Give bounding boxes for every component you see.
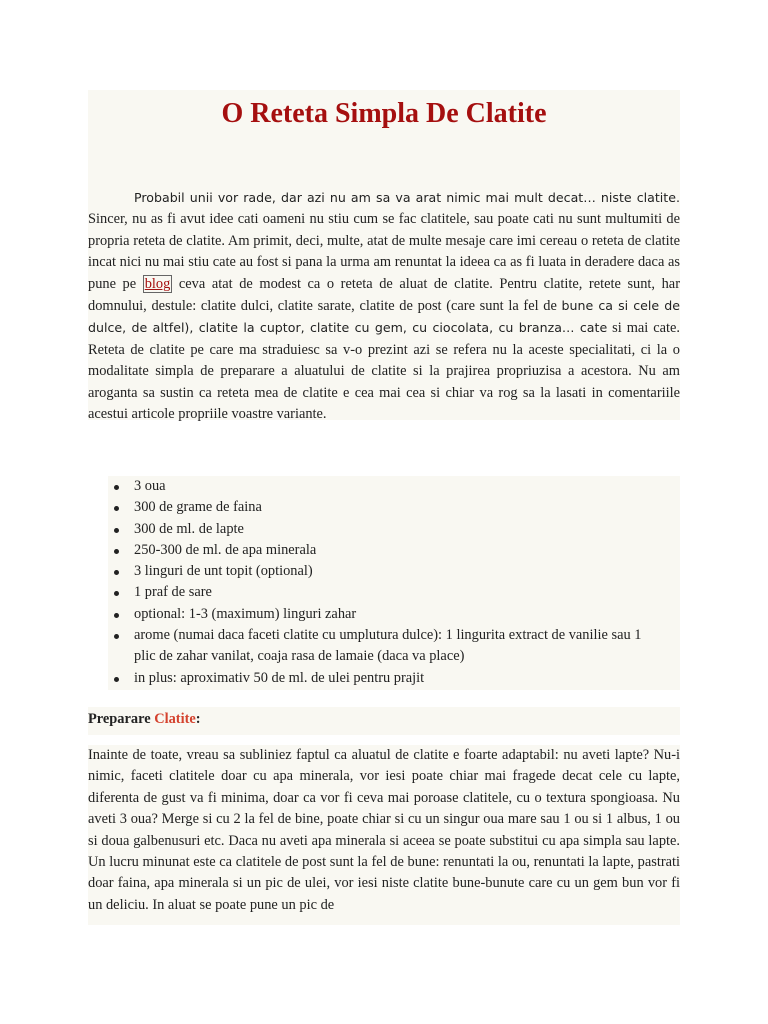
list-item: in plus: aproximativ 50 de ml. de ulei pentru prajit [134, 668, 680, 689]
preparation-heading [88, 707, 680, 730]
preparation-section [88, 745, 680, 925]
intro-text-2: Sincer, nu as fi avut idee cati oameni nu stiu cum se fac clatitele, sau poate cati nu sunt multumiti de propria reteta de clatite. Am primit, deci, multe, atat de multe mesaje care imi cereau o reteta de clatite incat nici nu mai stiu cate au fost si pana la urma am renuntat la ideea ca as fi luata in deradere daca as pune pe [88, 211, 680, 292]
preparation-paragraph: Inainte de toate, vreau sa subliniez faptul ca aluatul de clatite e foarte adaptabil: nu aveti lapte? Nu-i nimic, faceti clatitele doar cu apa minerala, vor iesi poate chiar mai fragede decat cele cu lapte, diferenta de gust va fi minima, doar ca vor fi ceva mai poroase clatitele, cu o textura spongioasa. Nu aveti 3 oua? Merge si cu 2 la fel de bine, poate chiar si cu un singur oua mare sau 1 ou si 1 albus, 1 ou si doua galbenusuri etc. Daca nu aveti apa minerala si aceea se poate substitui cu apa simpla sau lapte. Un lucru minunat este ca clatitele de post sunt la fel de bune: renuntati la ou, renuntati la lapte, pastrati doar faina, apa minerala si un pic de ulei, vor iesi niste clatite bune-bunute care cu un gem bun vor fi un deliciu. In aluat se poate pune un pic de [88, 747, 680, 913]
list-item: arome (numai daca faceti clatite cu umplutura dulce): 1 lingurita extract de vanilie sau 1 plic de zahar vanilat, coaja rasa de lamaie (daca va place) [134, 625, 680, 668]
list-item: 300 de grame de faina [134, 497, 680, 518]
list-item: 1 praf de sare [134, 582, 680, 603]
blog-link[interactable]: blog [144, 275, 171, 292]
list-item: optional: 1-3 (maximum) linguri zahar [134, 604, 680, 625]
list-item: 250-300 de ml. de apa minerala [134, 540, 680, 561]
article-title: O Reteta Simpla De Clatite [221, 98, 547, 129]
list-item: 3 linguri de unt topit (optional) [134, 561, 680, 582]
intro-text-3: ceva atat de modest ca o reteta de aluat de clatite. Pentru clatite, retete sunt, har domnului, destule: clatite dulci, clatite sarate, clatite de post (care sunt la fel de [88, 275, 680, 315]
intro-section [88, 90, 681, 423]
intro-text-4: bune ca si cele de dulce, de altfel), clatite la cuptor, clatite cu gem, cu ciocolata, cu branza… cate [88, 298, 680, 336]
ingredients-list [108, 476, 680, 689]
list-item: 3 oua [134, 476, 680, 497]
intro-text-5: si mai cate. Reteta de clatite pe care ma straduiesc sa v-o prezint azi se refera nu la aceste specialitati, ci la o modalitate simpla de preparare a aluatului de clatite si la prajirea propriuzisa a acestora. Nu am aroganta sa sustin ca reteta mea de clatite e cea mai cea si chiar va rog sa la lasati in comentariile acestui articole propriile voastre variante. [88, 320, 681, 423]
intro-text-1: Probabil unii vor rade, dar azi nu am sa va arat nimic mai mult decat… niste clatite. [134, 190, 680, 205]
intro-paragraph [88, 187, 680, 425]
preparation-heading-prefix: Preparare [88, 711, 155, 727]
preparation-heading-keyword[interactable]: Clatite [154, 711, 196, 727]
preparation-heading-suffix: : [195, 711, 201, 727]
preparation-heading-section [88, 707, 680, 735]
ingredients-section [108, 476, 680, 690]
list-item: 300 de ml. de lapte [134, 519, 680, 540]
